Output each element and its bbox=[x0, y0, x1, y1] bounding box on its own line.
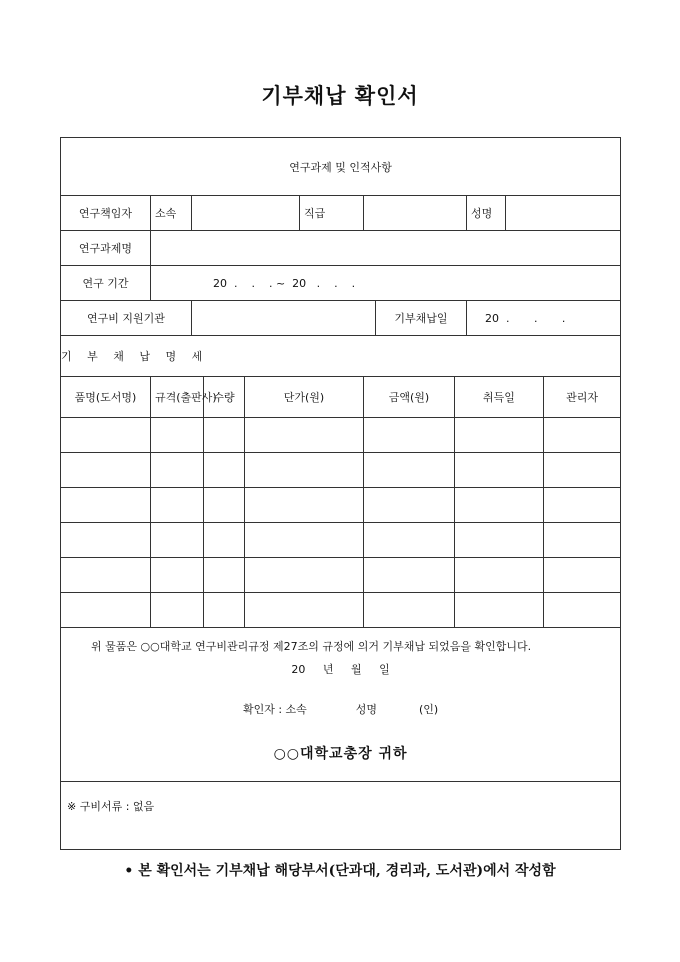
col-header: 취득일 bbox=[455, 377, 544, 418]
table-cell[interactable] bbox=[204, 523, 245, 558]
period-field[interactable]: 20 . . . ~ 20 . . . bbox=[151, 266, 621, 301]
table-cell[interactable] bbox=[61, 418, 151, 453]
table-row bbox=[61, 558, 621, 593]
position-field[interactable] bbox=[364, 196, 467, 231]
table-cell[interactable] bbox=[364, 523, 455, 558]
position-label: 직급 bbox=[300, 196, 364, 231]
donation-form-table bbox=[60, 137, 621, 850]
table-row bbox=[61, 593, 621, 628]
document-title: 기부채납 확인서 bbox=[261, 83, 419, 108]
table-row bbox=[61, 418, 621, 453]
researcher-label: 연구책임자 bbox=[61, 196, 151, 231]
period-label: 연구 기간 bbox=[61, 266, 151, 301]
table-cell[interactable] bbox=[544, 558, 621, 593]
table-cell[interactable] bbox=[61, 523, 151, 558]
table-cell[interactable] bbox=[204, 593, 245, 628]
col-header: 규격(출판사) bbox=[151, 377, 204, 418]
table-cell[interactable] bbox=[61, 488, 151, 523]
table-cell[interactable] bbox=[204, 453, 245, 488]
col-header: 수량 bbox=[204, 377, 245, 418]
table-cell[interactable] bbox=[544, 453, 621, 488]
table-cell[interactable] bbox=[151, 593, 204, 628]
footnote: • 본 확인서는 기부채납 해당부서(단과대, 경리과, 도서관)에서 작성함 bbox=[124, 863, 556, 879]
table-cell[interactable] bbox=[61, 558, 151, 593]
col-header: 관리자 bbox=[544, 377, 621, 418]
donation-date-label: 기부채납일 bbox=[376, 301, 467, 336]
table-cell[interactable] bbox=[364, 593, 455, 628]
table-cell[interactable] bbox=[245, 488, 364, 523]
table-cell[interactable] bbox=[151, 523, 204, 558]
funding-agency-label: 연구비 지원기관 bbox=[61, 301, 192, 336]
project-title-label: 연구과제명 bbox=[61, 231, 151, 266]
table-cell[interactable] bbox=[544, 523, 621, 558]
table-cell[interactable] bbox=[245, 593, 364, 628]
table-row bbox=[61, 453, 621, 488]
table-cell[interactable] bbox=[245, 418, 364, 453]
name-field[interactable] bbox=[506, 196, 621, 231]
table-cell[interactable] bbox=[151, 488, 204, 523]
table-row bbox=[61, 488, 621, 523]
table-cell[interactable] bbox=[364, 453, 455, 488]
table-cell[interactable] bbox=[204, 488, 245, 523]
attachments-note: ※ 구비서류 : 없음 bbox=[61, 782, 621, 850]
table-cell[interactable] bbox=[455, 523, 544, 558]
table-cell[interactable] bbox=[544, 488, 621, 523]
table-cell[interactable] bbox=[245, 523, 364, 558]
funding-agency-field[interactable] bbox=[192, 301, 376, 336]
table-cell[interactable] bbox=[455, 558, 544, 593]
declaration-text: 위 물품은 ○○대학교 연구비관리규정 제27조의 규정에 의거 기부채납 되었음을 확인합니다. bbox=[91, 640, 532, 653]
table-cell[interactable] bbox=[245, 453, 364, 488]
section-header: 연구과제 및 인적사항 bbox=[61, 138, 621, 196]
col-header: 품명(도서명) bbox=[61, 377, 151, 418]
affiliation-field[interactable] bbox=[192, 196, 300, 231]
date-line: 20 년 월 일 bbox=[291, 663, 390, 676]
col-header: 단가(원) bbox=[245, 377, 364, 418]
table-cell[interactable] bbox=[364, 558, 455, 593]
table-cell[interactable] bbox=[544, 418, 621, 453]
addressee: ○○대학교총장 귀하 bbox=[273, 746, 408, 762]
project-title-field[interactable] bbox=[151, 231, 621, 266]
table-cell[interactable] bbox=[455, 488, 544, 523]
donation-date-field[interactable]: 20 . . . bbox=[467, 301, 621, 336]
table-cell[interactable] bbox=[151, 453, 204, 488]
details-title-text: 기 부 채 납 명 세 bbox=[61, 350, 209, 363]
col-header: 금액(원) bbox=[364, 377, 455, 418]
table-cell[interactable] bbox=[455, 593, 544, 628]
table-cell[interactable] bbox=[61, 593, 151, 628]
table-cell[interactable] bbox=[544, 593, 621, 628]
table-cell[interactable] bbox=[204, 418, 245, 453]
table-cell[interactable] bbox=[245, 558, 364, 593]
table-cell[interactable] bbox=[455, 453, 544, 488]
confirmer-line: 확인자 : 소속 성명 (인) bbox=[242, 703, 439, 716]
table-cell[interactable] bbox=[455, 418, 544, 453]
table-cell[interactable] bbox=[204, 558, 245, 593]
affiliation-label: 소속 bbox=[151, 196, 192, 231]
details-header-row bbox=[61, 377, 621, 418]
table-cell[interactable] bbox=[61, 453, 151, 488]
table-cell[interactable] bbox=[364, 418, 455, 453]
declaration-block bbox=[61, 628, 621, 782]
table-cell[interactable] bbox=[151, 558, 204, 593]
table-cell[interactable] bbox=[151, 418, 204, 453]
table-cell[interactable] bbox=[364, 488, 455, 523]
name-label: 성명 bbox=[467, 196, 506, 231]
table-row bbox=[61, 523, 621, 558]
details-title bbox=[61, 336, 621, 377]
